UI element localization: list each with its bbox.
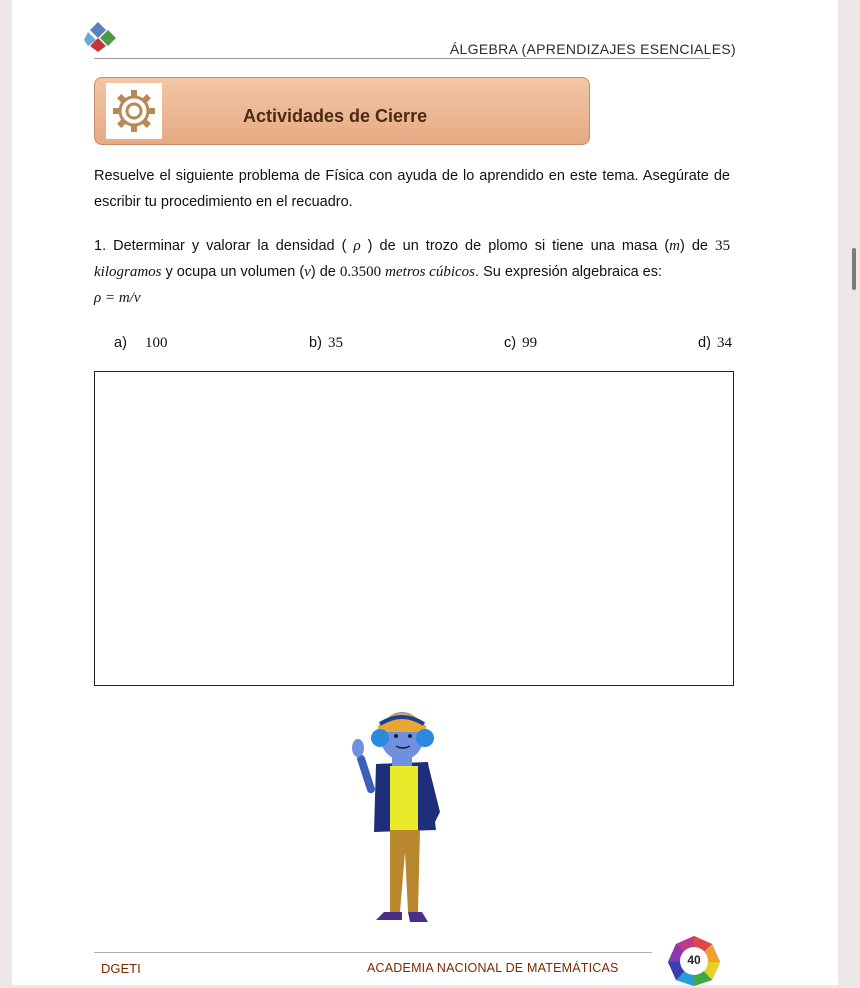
option-label: d) <box>698 335 711 351</box>
problem-text-6: . Su expresión algebraica es: <box>475 264 663 280</box>
mass-unit: kilogramos <box>94 264 162 280</box>
option-value: 35 <box>327 335 343 351</box>
student-character-illustration <box>328 702 458 928</box>
document-header-title: ÁLGEBRA (APRENDIZAJES ESENCIALES) <box>449 41 736 57</box>
mass-value: 35 <box>715 238 730 254</box>
problem-text-1: 1. Determinar y valorar la densidad ( <box>94 238 347 254</box>
option-label: a) <box>114 335 127 351</box>
header-divider <box>94 58 710 59</box>
option-b[interactable] <box>309 335 343 352</box>
problem-text-5: ) de <box>310 264 336 280</box>
option-d[interactable] <box>698 335 732 352</box>
problem-text-3: ) de <box>680 238 708 254</box>
option-value: 34 <box>716 335 732 351</box>
option-a[interactable] <box>114 335 168 352</box>
page-number: 40 <box>687 953 701 967</box>
option-label: b) <box>309 335 322 351</box>
density-formula: ρ = m/v <box>94 290 141 306</box>
answer-box[interactable] <box>94 371 734 686</box>
scrollbar-thumb[interactable] <box>852 248 856 290</box>
volume-unit: metros cúbicos <box>385 264 476 280</box>
problem-text-4: y ocupa un volumen ( <box>165 264 305 280</box>
option-label: c) <box>504 335 517 351</box>
option-value: 100 <box>145 335 168 351</box>
problem-text-2: ) de un trozo de plomo si tiene una masa ( <box>367 238 670 254</box>
footer-org: DGETI <box>101 961 141 976</box>
section-banner <box>94 77 590 145</box>
option-c[interactable] <box>504 335 537 352</box>
volume-value: 0.3500 <box>339 264 382 280</box>
footer-academy: ACADEMIA NACIONAL DE MATEMÁTICAS <box>367 961 619 975</box>
volume-symbol: v <box>304 264 311 280</box>
option-value: 99 <box>522 335 538 351</box>
banner-title: Actividades de Cierre <box>243 106 428 126</box>
rho-symbol: ρ <box>353 238 361 254</box>
gear-icon <box>109 86 159 136</box>
instructions-text: Resuelve el siguiente problema de Física con ayuda de lo aprendido en este tema. Asegúrate de escribir tu procedimiento en el recuadro. <box>94 168 730 210</box>
mass-symbol: m <box>669 238 680 254</box>
diamond-logo-icon <box>84 20 130 54</box>
gear-icon-box <box>106 83 162 139</box>
problem-statement <box>94 233 730 311</box>
footer-divider <box>94 952 652 953</box>
